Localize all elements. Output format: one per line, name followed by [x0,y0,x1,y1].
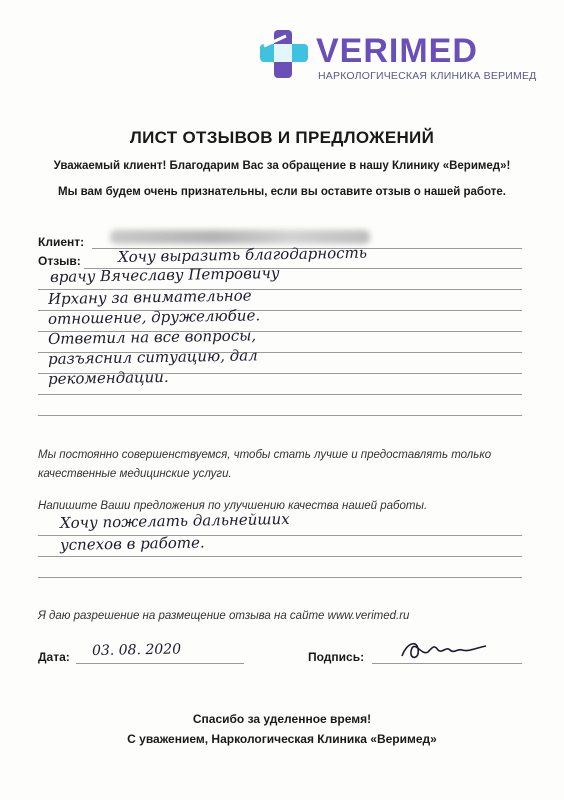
date-handwriting: 03. 08. 2020 [91,641,182,659]
review-handwriting: Ирхану за внимательное [47,286,252,308]
suggestions-prompt: Напишите Ваши предложения по улучшению качества нашей работы. [38,500,428,512]
improvement-note: Мы постоянно совершенствуемся, чтобы стать лучше и предоставлять только качественные медицинские услуги. [38,449,492,480]
client-label: Клиент: [38,235,85,249]
review-rule [38,394,522,395]
form-title: ЛИСТ ОТЗЫВОВ И ПРЕДЛОЖЕНИЙ [129,128,435,147]
review-handwriting: Хочу выразить благодарность [117,243,368,266]
review-handwriting: врачу Вячеславу Петровичу [49,263,280,286]
review-handwriting: разъяснил ситуацию, дал [47,346,258,368]
footer-thanks: Спасибо за уделенное время! [192,712,372,726]
verimed-logo [256,26,537,86]
brand-subtitle: НАРКОЛОГИЧЕСКАЯ КЛИНИКА ВЕРИМЕД [318,70,537,82]
signature-line [372,663,522,664]
suggest-rule [38,577,522,578]
suggestion-handwriting: успехов в работе. [59,533,205,554]
handwritten-signature [398,636,498,662]
date-line [76,663,244,664]
brand-name: VERIMED [316,32,478,70]
review-label: Отзыв: [38,254,81,268]
review-handwriting: отношение, дружелюбие. [47,306,261,328]
review-handwriting: Ответил на все вопросы, [47,326,257,348]
date-label: Дата: [38,650,70,664]
client-name-redacted [110,230,370,244]
review-rule [38,415,522,416]
suggest-rule [38,556,522,557]
intro-thanks: Уважаемый клиент! Благодарим Вас за обращение в нашу Клинику «Веримед»! [53,160,511,172]
publication-permission: Я даю разрешение на размещение отзыва на сайте www.verimed.ru [38,610,410,622]
signature-label: Подпись: [308,650,365,664]
intro-request: Мы вам будем очень признательны, если вы оставите отзыв о нашей работе. [57,186,507,198]
footer-regards: С уважением, Наркологическая Клиника «Веримед» [127,732,437,746]
suggestion-handwriting: Хочу пожелать дальнейших [59,509,290,532]
medical-cross-icon [256,26,312,82]
review-handwriting: рекомендации. [47,367,169,388]
